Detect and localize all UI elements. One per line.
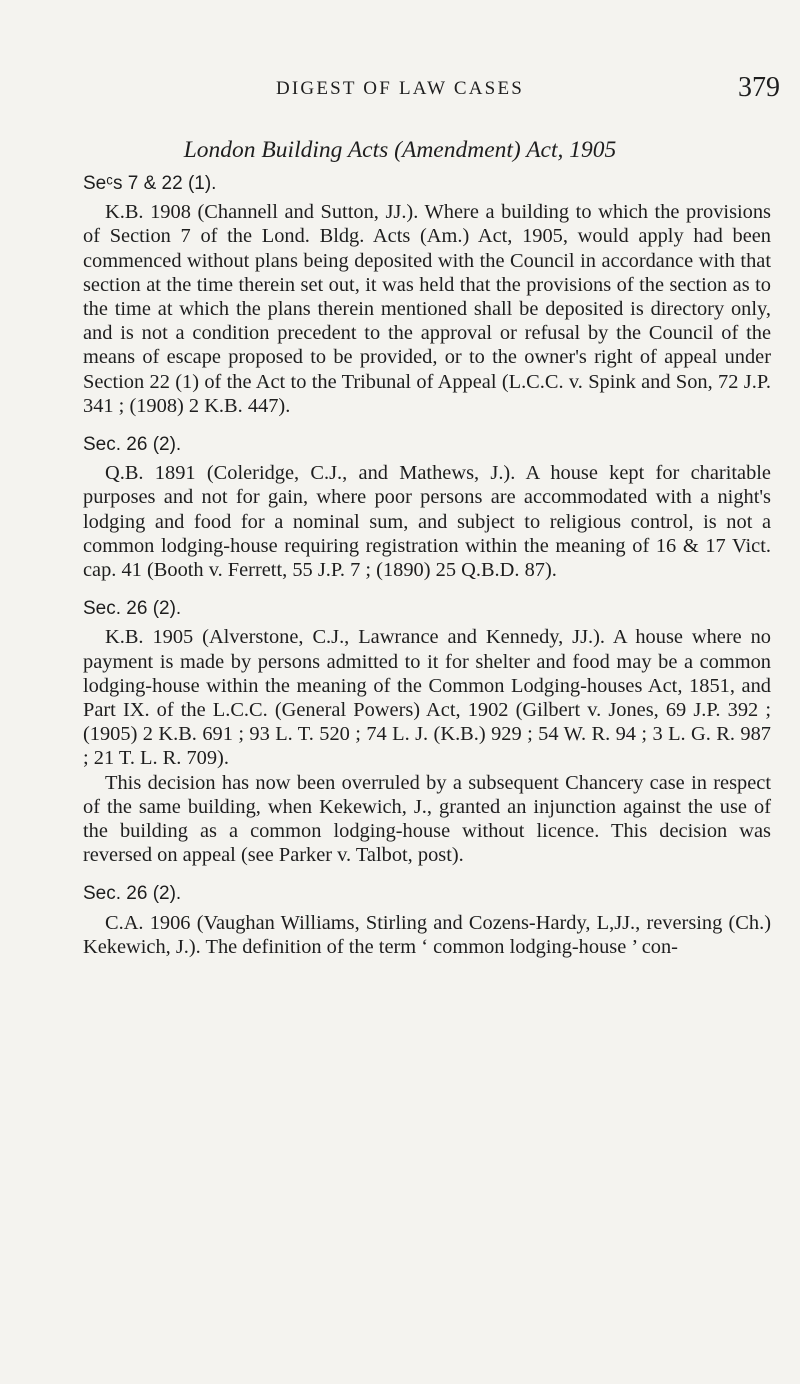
page-number: 379 <box>738 72 780 103</box>
case-paragraph: K.B. 1908 (Channell and Sutton, JJ.). Where a building to which the provisions of Section 7 of the Lond. Bldg. Acts (Am.) Act, 1905, would apply had been commenced without plans being deposited with the Council in accordance with that section at the time therein set out, it was held that the provisions of the section as to the time at which the plans therein mentioned shall be deposited is directory only, and is not a condition precedent to the approval or refusal by the Council of the means of escape proposed to be provided, or to the owner's right of appeal under Section 22 (1) of the Act to the Tribunal of Appeal (L.C.C. v. Spink and Son, 72 J.P. 341 ; (1908) 2 K.B. 447). <box>83 201 771 417</box>
note-paragraph: This decision has now been overruled by a subsequent Chancery case in respect of the same building, when Kekewich, J., granted an injunction against the use of the building as a common lodging-house without licence. This decision was reversed on appeal (see Parker v. Talbot, post). <box>83 771 771 867</box>
case-paragraph: C.A. 1906 (Vaughan Williams, Stirling and Cozens-Hardy, L,JJ., reversing (Ch.) Kekewich, J.). The definition of the term ‘ common lodging-house ’ con- <box>83 911 771 958</box>
section-heading: Sec. 26 (2). <box>83 598 182 620</box>
page-header <box>0 72 800 112</box>
section-heading: Sec. 26 (2). <box>83 434 182 456</box>
running-head: DIGEST OF LAW CASES <box>275 78 525 99</box>
section-heading: Seᶜs 7 & 22 (1). <box>83 173 217 194</box>
page-body <box>83 172 771 959</box>
section-heading: Sec. 26 (2). <box>83 883 182 905</box>
case-paragraph: Q.B. 1891 (Coleridge, C.J., and Mathews, J.). A house kept for charitable purposes and not for gain, where poor persons are accommodated with a night's lodging and food for a nominal sum, and subject to religious control, is not a common lodging-house requiring registration within the meaning of 16 & 17 Vict. cap. 41 (Booth v. Ferrett, 55 J.P. 7 ; (1890) 25 Q.B.D. 87). <box>83 462 771 582</box>
act-title: London Building Acts (Amendment) Act, 1905 <box>183 137 617 163</box>
case-paragraph: K.B. 1905 (Alverstone, C.J., Lawrance and Kennedy, JJ.). A house where no payment is made by persons admitted to it for shelter and food may be a common lodging-house within the meaning of the Common Lodging-houses Act, 1851, and Part IX. of the L.C.C. (General Powers) Act, 1902 (Gilbert v. Jones, 69 J.P. 392 ; (1905) 2 K.B. 691 ; 93 L. T. 520 ; 74 L. J. (K.B.) 929 ; 54 W. R. 94 ; 3 L. G. R. 987 ; 21 T. L. R. 709). <box>83 626 771 770</box>
